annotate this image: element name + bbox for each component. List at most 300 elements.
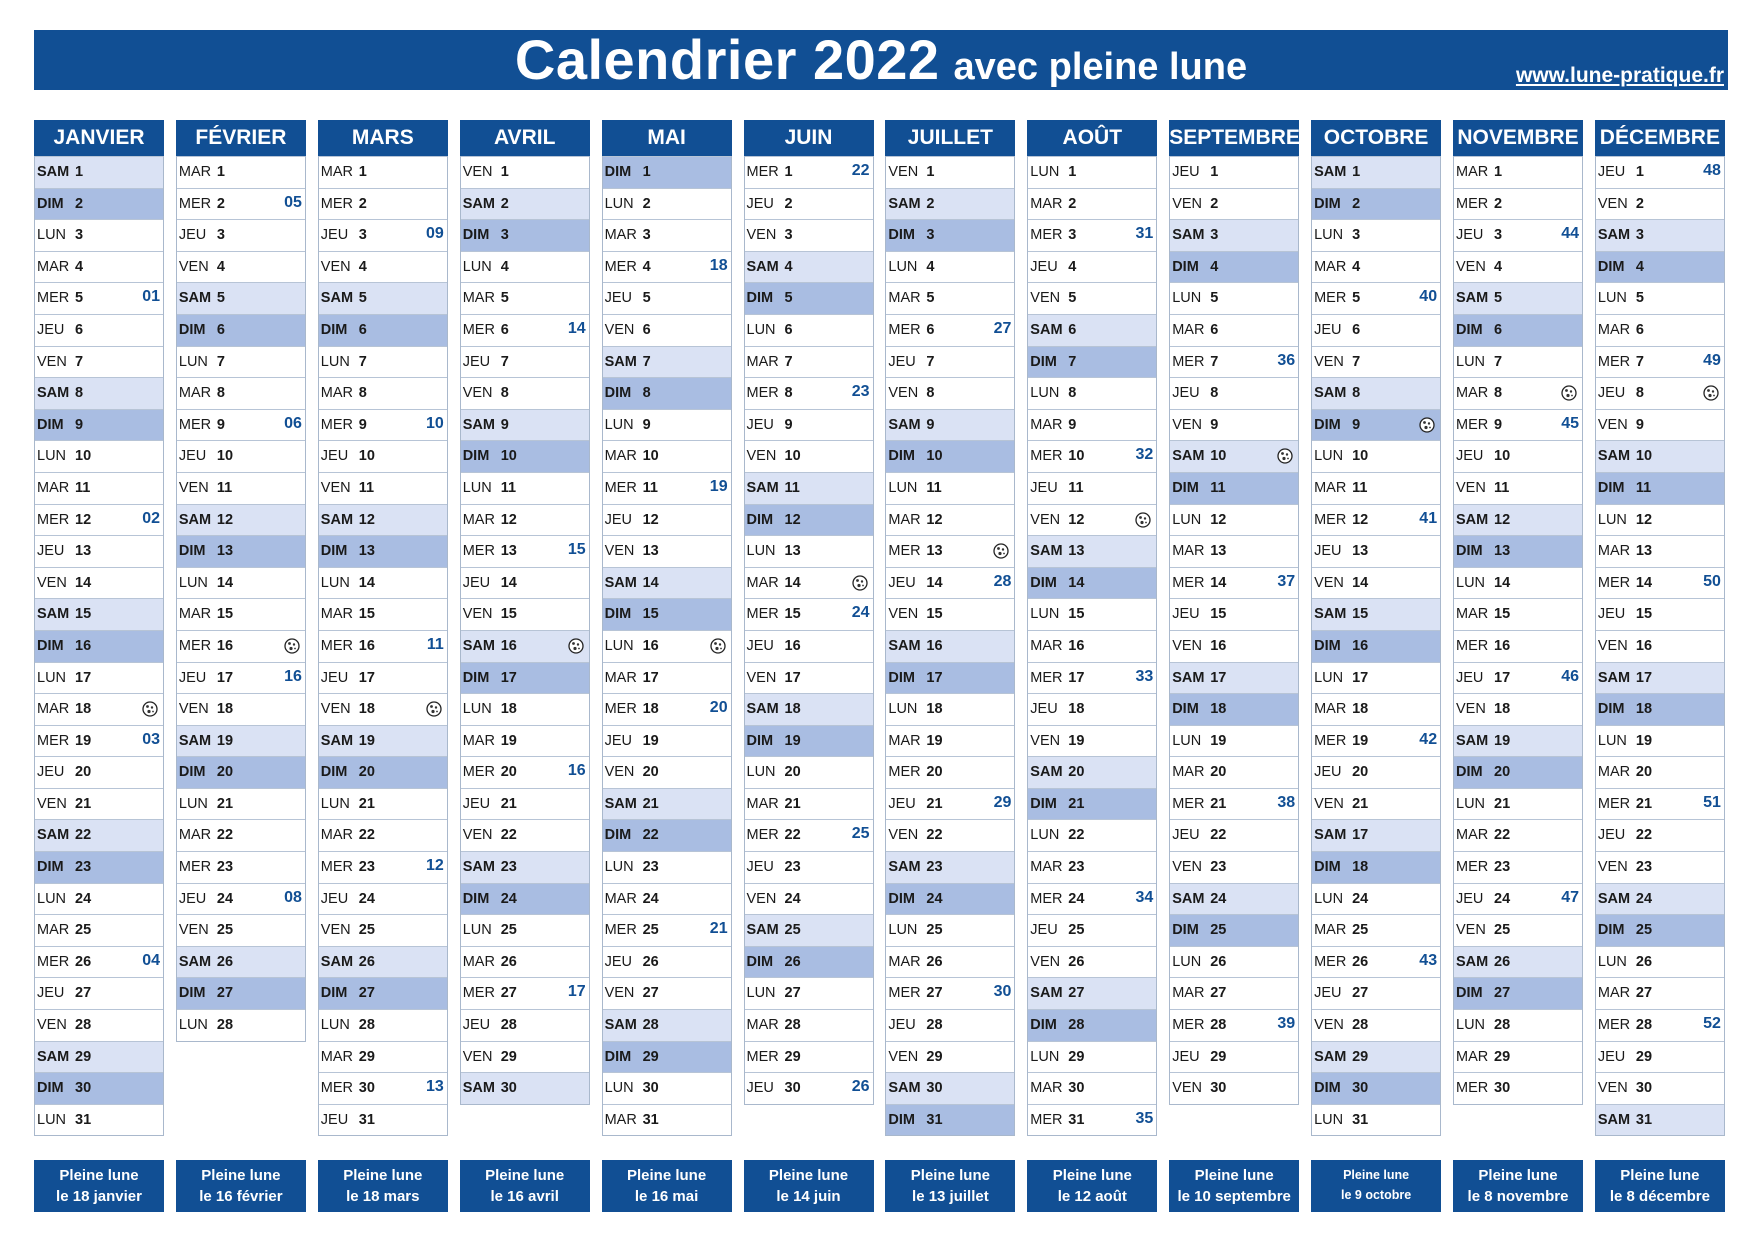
day-cell[interactable] (1028, 1072, 1156, 1104)
day-cell[interactable] (1454, 472, 1582, 504)
day-cell[interactable] (461, 346, 589, 378)
day-cell[interactable] (35, 914, 163, 946)
day-cell[interactable] (745, 693, 873, 725)
day-cell[interactable] (886, 409, 1014, 441)
day-cell[interactable] (1454, 156, 1582, 188)
day-cell[interactable] (177, 756, 305, 788)
day-cell[interactable] (1028, 1104, 1156, 1136)
day-cell[interactable] (1596, 219, 1724, 251)
day-cell[interactable] (886, 946, 1014, 978)
day-cell[interactable] (745, 946, 873, 978)
day-cell[interactable] (35, 282, 163, 314)
day-cell[interactable] (461, 914, 589, 946)
day-cell[interactable] (1312, 851, 1440, 883)
day-cell[interactable] (603, 1072, 731, 1104)
day-cell[interactable] (1454, 725, 1582, 757)
day-cell[interactable] (35, 219, 163, 251)
day-cell[interactable] (1454, 819, 1582, 851)
day-cell[interactable] (319, 883, 447, 915)
day-cell[interactable] (603, 282, 731, 314)
day-cell[interactable] (461, 788, 589, 820)
day-cell[interactable] (603, 472, 731, 504)
day-cell[interactable] (319, 693, 447, 725)
day-cell[interactable] (603, 377, 731, 409)
day-cell[interactable] (603, 819, 731, 851)
day-cell[interactable] (745, 598, 873, 630)
day-cell[interactable] (886, 188, 1014, 220)
day-cell[interactable] (745, 504, 873, 536)
day-cell[interactable] (177, 851, 305, 883)
day-cell[interactable] (603, 914, 731, 946)
day-cell[interactable] (1454, 630, 1582, 662)
day-cell[interactable] (603, 346, 731, 378)
day-cell[interactable] (461, 883, 589, 915)
day-cell[interactable] (461, 693, 589, 725)
day-cell[interactable] (1028, 567, 1156, 599)
day-cell[interactable] (177, 251, 305, 283)
day-cell[interactable] (319, 567, 447, 599)
day-cell[interactable] (745, 535, 873, 567)
day-cell[interactable] (1028, 377, 1156, 409)
day-cell[interactable] (319, 1072, 447, 1104)
day-cell[interactable] (1170, 314, 1298, 346)
day-cell[interactable] (886, 788, 1014, 820)
day-cell[interactable] (461, 472, 589, 504)
day-cell[interactable] (1028, 219, 1156, 251)
day-cell[interactable] (1312, 314, 1440, 346)
day-cell[interactable] (1312, 409, 1440, 441)
day-cell[interactable] (177, 1009, 305, 1041)
day-cell[interactable] (461, 1072, 589, 1104)
day-cell[interactable] (1028, 914, 1156, 946)
day-cell[interactable] (745, 788, 873, 820)
day-cell[interactable] (319, 156, 447, 188)
day-cell[interactable] (745, 188, 873, 220)
day-cell[interactable] (177, 693, 305, 725)
day-cell[interactable] (745, 756, 873, 788)
day-cell[interactable] (461, 977, 589, 1009)
day-cell[interactable] (1312, 630, 1440, 662)
day-cell[interactable] (1454, 188, 1582, 220)
day-cell[interactable] (1596, 977, 1724, 1009)
day-cell[interactable] (461, 819, 589, 851)
day-cell[interactable] (35, 346, 163, 378)
day-cell[interactable] (35, 977, 163, 1009)
day-cell[interactable] (1170, 535, 1298, 567)
day-cell[interactable] (35, 1072, 163, 1104)
day-cell[interactable] (1596, 314, 1724, 346)
day-cell[interactable] (1312, 1009, 1440, 1041)
day-cell[interactable] (1028, 251, 1156, 283)
day-cell[interactable] (603, 725, 731, 757)
day-cell[interactable] (603, 851, 731, 883)
day-cell[interactable] (603, 440, 731, 472)
day-cell[interactable] (1312, 946, 1440, 978)
day-cell[interactable] (1170, 251, 1298, 283)
day-cell[interactable] (1596, 788, 1724, 820)
day-cell[interactable] (1312, 883, 1440, 915)
day-cell[interactable] (1170, 1009, 1298, 1041)
day-cell[interactable] (1312, 377, 1440, 409)
day-cell[interactable] (177, 725, 305, 757)
day-cell[interactable] (461, 219, 589, 251)
day-cell[interactable] (35, 788, 163, 820)
day-cell[interactable] (1170, 598, 1298, 630)
day-cell[interactable] (603, 1041, 731, 1073)
day-cell[interactable] (1170, 693, 1298, 725)
day-cell[interactable] (886, 756, 1014, 788)
day-cell[interactable] (1596, 851, 1724, 883)
day-cell[interactable] (1596, 535, 1724, 567)
day-cell[interactable] (35, 883, 163, 915)
day-cell[interactable] (1312, 788, 1440, 820)
day-cell[interactable] (1454, 977, 1582, 1009)
day-cell[interactable] (1312, 188, 1440, 220)
day-cell[interactable] (1596, 630, 1724, 662)
day-cell[interactable] (886, 567, 1014, 599)
day-cell[interactable] (1312, 598, 1440, 630)
day-cell[interactable] (177, 377, 305, 409)
day-cell[interactable] (745, 725, 873, 757)
day-cell[interactable] (319, 851, 447, 883)
day-cell[interactable] (461, 440, 589, 472)
day-cell[interactable] (319, 725, 447, 757)
day-cell[interactable] (745, 851, 873, 883)
day-cell[interactable] (35, 472, 163, 504)
day-cell[interactable] (1596, 1104, 1724, 1136)
day-cell[interactable] (1028, 630, 1156, 662)
day-cell[interactable] (1028, 946, 1156, 978)
day-cell[interactable] (461, 756, 589, 788)
day-cell[interactable] (1170, 472, 1298, 504)
day-cell[interactable] (1312, 1104, 1440, 1136)
day-cell[interactable] (1454, 409, 1582, 441)
day-cell[interactable] (1596, 567, 1724, 599)
day-cell[interactable] (745, 440, 873, 472)
day-cell[interactable] (1454, 1041, 1582, 1073)
day-cell[interactable] (461, 662, 589, 694)
day-cell[interactable] (319, 282, 447, 314)
day-cell[interactable] (177, 977, 305, 1009)
day-cell[interactable] (177, 819, 305, 851)
day-cell[interactable] (1596, 693, 1724, 725)
day-cell[interactable] (1454, 946, 1582, 978)
day-cell[interactable] (1454, 440, 1582, 472)
day-cell[interactable] (319, 1009, 447, 1041)
day-cell[interactable] (603, 788, 731, 820)
day-cell[interactable] (461, 377, 589, 409)
day-cell[interactable] (745, 914, 873, 946)
day-cell[interactable] (177, 598, 305, 630)
day-cell[interactable] (1596, 251, 1724, 283)
day-cell[interactable] (1454, 851, 1582, 883)
day-cell[interactable] (461, 504, 589, 536)
day-cell[interactable] (461, 725, 589, 757)
day-cell[interactable] (461, 535, 589, 567)
day-cell[interactable] (1312, 662, 1440, 694)
day-cell[interactable] (177, 946, 305, 978)
day-cell[interactable] (461, 851, 589, 883)
day-cell[interactable] (319, 946, 447, 978)
day-cell[interactable] (1596, 472, 1724, 504)
day-cell[interactable] (1312, 504, 1440, 536)
day-cell[interactable] (886, 219, 1014, 251)
day-cell[interactable] (1454, 504, 1582, 536)
day-cell[interactable] (886, 914, 1014, 946)
day-cell[interactable] (1454, 756, 1582, 788)
day-cell[interactable] (1454, 883, 1582, 915)
day-cell[interactable] (886, 883, 1014, 915)
day-cell[interactable] (1170, 377, 1298, 409)
day-cell[interactable] (745, 472, 873, 504)
day-cell[interactable] (1454, 914, 1582, 946)
day-cell[interactable] (1312, 1041, 1440, 1073)
day-cell[interactable] (1596, 377, 1724, 409)
day-cell[interactable] (35, 851, 163, 883)
day-cell[interactable] (177, 346, 305, 378)
day-cell[interactable] (35, 662, 163, 694)
day-cell[interactable] (886, 1041, 1014, 1073)
day-cell[interactable] (319, 188, 447, 220)
day-cell[interactable] (886, 282, 1014, 314)
day-cell[interactable] (35, 314, 163, 346)
day-cell[interactable] (603, 409, 731, 441)
day-cell[interactable] (1454, 662, 1582, 694)
day-cell[interactable] (319, 630, 447, 662)
day-cell[interactable] (319, 819, 447, 851)
day-cell[interactable] (1596, 946, 1724, 978)
day-cell[interactable] (1028, 346, 1156, 378)
day-cell[interactable] (1596, 883, 1724, 915)
day-cell[interactable] (1170, 409, 1298, 441)
day-cell[interactable] (886, 851, 1014, 883)
day-cell[interactable] (319, 662, 447, 694)
day-cell[interactable] (1170, 883, 1298, 915)
day-cell[interactable] (177, 472, 305, 504)
day-cell[interactable] (461, 409, 589, 441)
day-cell[interactable] (319, 346, 447, 378)
day-cell[interactable] (1028, 156, 1156, 188)
day-cell[interactable] (886, 598, 1014, 630)
day-cell[interactable] (886, 504, 1014, 536)
day-cell[interactable] (177, 630, 305, 662)
day-cell[interactable] (603, 567, 731, 599)
day-cell[interactable] (1170, 819, 1298, 851)
day-cell[interactable] (886, 662, 1014, 694)
day-cell[interactable] (177, 914, 305, 946)
day-cell[interactable] (35, 504, 163, 536)
day-cell[interactable] (1596, 346, 1724, 378)
day-cell[interactable] (1454, 1072, 1582, 1104)
day-cell[interactable] (319, 219, 447, 251)
day-cell[interactable] (319, 756, 447, 788)
day-cell[interactable] (177, 282, 305, 314)
day-cell[interactable] (1170, 946, 1298, 978)
day-cell[interactable] (319, 409, 447, 441)
day-cell[interactable] (603, 883, 731, 915)
day-cell[interactable] (1596, 725, 1724, 757)
day-cell[interactable] (319, 377, 447, 409)
day-cell[interactable] (1028, 1041, 1156, 1073)
day-cell[interactable] (1596, 409, 1724, 441)
day-cell[interactable] (1028, 504, 1156, 536)
day-cell[interactable] (1028, 662, 1156, 694)
day-cell[interactable] (319, 1104, 447, 1136)
day-cell[interactable] (1454, 377, 1582, 409)
day-cell[interactable] (1028, 282, 1156, 314)
day-cell[interactable] (1312, 1072, 1440, 1104)
day-cell[interactable] (177, 662, 305, 694)
day-cell[interactable] (35, 377, 163, 409)
day-cell[interactable] (177, 883, 305, 915)
day-cell[interactable] (35, 409, 163, 441)
day-cell[interactable] (1454, 251, 1582, 283)
day-cell[interactable] (177, 788, 305, 820)
day-cell[interactable] (461, 1041, 589, 1073)
day-cell[interactable] (35, 1104, 163, 1136)
day-cell[interactable] (745, 977, 873, 1009)
day-cell[interactable] (1312, 914, 1440, 946)
day-cell[interactable] (1596, 1009, 1724, 1041)
day-cell[interactable] (1596, 598, 1724, 630)
day-cell[interactable] (177, 504, 305, 536)
day-cell[interactable] (1454, 282, 1582, 314)
day-cell[interactable] (35, 535, 163, 567)
day-cell[interactable] (1454, 567, 1582, 599)
day-cell[interactable] (1312, 693, 1440, 725)
day-cell[interactable] (1028, 598, 1156, 630)
day-cell[interactable] (319, 314, 447, 346)
day-cell[interactable] (603, 314, 731, 346)
day-cell[interactable] (745, 377, 873, 409)
day-cell[interactable] (1596, 504, 1724, 536)
day-cell[interactable] (745, 630, 873, 662)
day-cell[interactable] (1312, 156, 1440, 188)
day-cell[interactable] (1170, 188, 1298, 220)
day-cell[interactable] (177, 440, 305, 472)
day-cell[interactable] (603, 756, 731, 788)
day-cell[interactable] (1312, 756, 1440, 788)
day-cell[interactable] (1170, 851, 1298, 883)
day-cell[interactable] (1596, 188, 1724, 220)
day-cell[interactable] (1312, 440, 1440, 472)
day-cell[interactable] (461, 251, 589, 283)
day-cell[interactable] (1312, 346, 1440, 378)
day-cell[interactable] (35, 946, 163, 978)
day-cell[interactable] (886, 977, 1014, 1009)
day-cell[interactable] (1170, 977, 1298, 1009)
day-cell[interactable] (461, 282, 589, 314)
day-cell[interactable] (1170, 219, 1298, 251)
day-cell[interactable] (1170, 756, 1298, 788)
day-cell[interactable] (319, 472, 447, 504)
day-cell[interactable] (886, 725, 1014, 757)
day-cell[interactable] (1028, 409, 1156, 441)
day-cell[interactable] (177, 188, 305, 220)
day-cell[interactable] (1028, 788, 1156, 820)
day-cell[interactable] (35, 819, 163, 851)
day-cell[interactable] (1454, 1009, 1582, 1041)
day-cell[interactable] (35, 630, 163, 662)
day-cell[interactable] (745, 282, 873, 314)
day-cell[interactable] (603, 662, 731, 694)
day-cell[interactable] (1454, 598, 1582, 630)
day-cell[interactable] (1170, 1072, 1298, 1104)
day-cell[interactable] (461, 156, 589, 188)
day-cell[interactable] (1170, 504, 1298, 536)
day-cell[interactable] (461, 946, 589, 978)
day-cell[interactable] (1312, 567, 1440, 599)
day-cell[interactable] (603, 156, 731, 188)
day-cell[interactable] (603, 977, 731, 1009)
day-cell[interactable] (1028, 1009, 1156, 1041)
day-cell[interactable] (886, 1072, 1014, 1104)
day-cell[interactable] (319, 251, 447, 283)
day-cell[interactable] (1170, 725, 1298, 757)
day-cell[interactable] (1312, 819, 1440, 851)
day-cell[interactable] (1454, 314, 1582, 346)
day-cell[interactable] (886, 1104, 1014, 1136)
day-cell[interactable] (319, 440, 447, 472)
day-cell[interactable] (461, 630, 589, 662)
day-cell[interactable] (461, 1009, 589, 1041)
day-cell[interactable] (35, 693, 163, 725)
day-cell[interactable] (886, 314, 1014, 346)
day-cell[interactable] (1454, 219, 1582, 251)
day-cell[interactable] (319, 598, 447, 630)
day-cell[interactable] (886, 346, 1014, 378)
day-cell[interactable] (1028, 314, 1156, 346)
day-cell[interactable] (1312, 219, 1440, 251)
day-cell[interactable] (177, 567, 305, 599)
day-cell[interactable] (1028, 535, 1156, 567)
day-cell[interactable] (603, 630, 731, 662)
day-cell[interactable] (886, 693, 1014, 725)
day-cell[interactable] (745, 251, 873, 283)
day-cell[interactable] (1596, 282, 1724, 314)
day-cell[interactable] (745, 409, 873, 441)
website-link[interactable]: www.lune-pratique.fr (1515, 64, 1724, 87)
day-cell[interactable] (319, 788, 447, 820)
day-cell[interactable] (1170, 630, 1298, 662)
day-cell[interactable] (603, 504, 731, 536)
day-cell[interactable] (1312, 472, 1440, 504)
day-cell[interactable] (1170, 662, 1298, 694)
day-cell[interactable] (1028, 851, 1156, 883)
day-cell[interactable] (886, 630, 1014, 662)
day-cell[interactable] (319, 504, 447, 536)
day-cell[interactable] (745, 819, 873, 851)
day-cell[interactable] (319, 1041, 447, 1073)
day-cell[interactable] (1028, 188, 1156, 220)
day-cell[interactable] (745, 346, 873, 378)
day-cell[interactable] (745, 156, 873, 188)
day-cell[interactable] (35, 598, 163, 630)
day-cell[interactable] (886, 535, 1014, 567)
day-cell[interactable] (319, 914, 447, 946)
day-cell[interactable] (1312, 535, 1440, 567)
day-cell[interactable] (745, 662, 873, 694)
day-cell[interactable] (603, 693, 731, 725)
day-cell[interactable] (319, 977, 447, 1009)
day-cell[interactable] (886, 440, 1014, 472)
day-cell[interactable] (1170, 914, 1298, 946)
day-cell[interactable] (35, 567, 163, 599)
day-cell[interactable] (1312, 977, 1440, 1009)
day-cell[interactable] (1596, 819, 1724, 851)
day-cell[interactable] (461, 314, 589, 346)
day-cell[interactable] (1312, 282, 1440, 314)
